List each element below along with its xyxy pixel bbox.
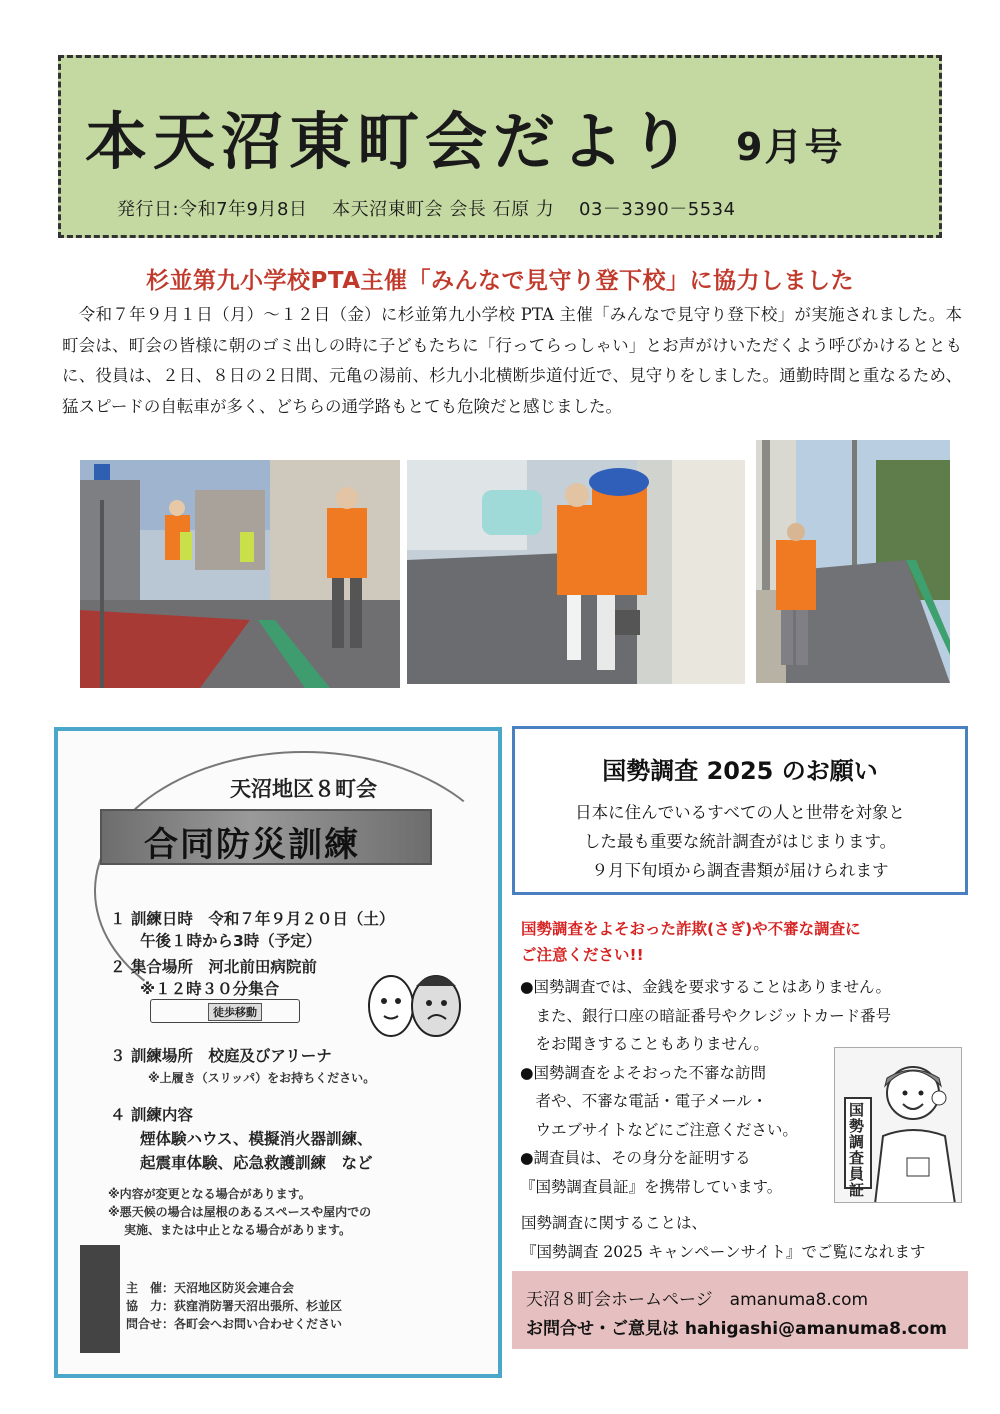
email-line: お問合せ・ご意見は hahigashi@amanuma8.com (526, 1319, 947, 1339)
census-text-2: した最も重要な統計調査がはじまります。 (583, 832, 897, 851)
flyer-title: 合同防災訓練 (144, 825, 360, 865)
flyer-gray-block (80, 1245, 120, 1353)
fraud-warning-1: 国勢調査をよそおった詐欺(さぎ)や不審な調査に (521, 920, 861, 938)
publication-info: 発行日:令和7年9月8日 本天沼東町会 会長 石原 力 03－3390－5534 (117, 199, 736, 220)
fraud-warning (521, 916, 861, 968)
drill-time: 午後１時から3時（予定） (140, 932, 322, 950)
masthead (58, 55, 942, 238)
census-footer-2: 『国勢調査 2025 キャンペーンサイト』でご覧になれます (521, 1243, 926, 1261)
photo-crossing-guards-left (80, 460, 400, 688)
census-notice-box (512, 726, 968, 895)
census-bullet-2-cont: 者や、不審な電話・電子メール・ (520, 1092, 768, 1110)
census-footer-1: 国勢調査に関することは、 (521, 1214, 708, 1232)
flyer-cooperation: 協 力：荻窪消防署天沼出張所、杉並区 (126, 1299, 343, 1313)
article-body: 令和７年９月１日（月）～１２日（金）に杉並第九小学校 PTA 主催「みんなで見守り登下校」が実施されました。本町会は、町会の皆様に朝のゴミ出しの時に子どもたちに「行ってらっしゃい」とお声がけいただくよう呼びかけるとともに、役員は、２日、８日の２日間、元亀の湯前、杉九小北横断歩道付近で、見守りをしました。通勤時間と重なるため、猛スピードの自転車が多く、どちらの通学路もとても危険だと感じました。 (62, 305, 962, 416)
census-bullet-2-cont2: ウエブサイトなどにご注意ください。 (520, 1120, 798, 1139)
drill-content-1: 煙体験ハウス、模擬消火器訓練、 (140, 1130, 373, 1148)
disaster-drill-flyer (54, 727, 502, 1378)
drill-content-heading: ４ 訓練内容 (110, 1106, 193, 1124)
homepage-line: 天沼８町会ホームページ amanuma8.com (526, 1290, 869, 1310)
census-bullet-3: ●調査員は、その身分を証明する (520, 1149, 751, 1167)
census-surveyor-illustration (834, 1047, 962, 1203)
census-bullet-1-cont: また、銀行口座の暗証番号やクレジットカード番号 (520, 1006, 892, 1025)
flyer-note-3: 実施、または中止となる場合があります。 (124, 1223, 352, 1237)
drill-meeting-time: ※１２時３０分集合 (140, 980, 280, 998)
drill-meeting-place: ２ 集合場所 河北前田病院前 (110, 958, 317, 976)
walk-label: 徒歩移動 (208, 1003, 262, 1021)
census-bullet-1-cont2: をお聞きすることもありません。 (520, 1035, 769, 1053)
flyer-subtitle: 天沼地区８町会 (230, 777, 377, 801)
mascot-illustration (356, 961, 476, 1051)
flyer-note-2: ※悪天候の場合は屋根のあるスペースや屋内での (108, 1205, 372, 1219)
article-headline: 杉並第九小学校PTA主催「みんなで見守り登下校」に協力しました (145, 268, 855, 294)
drill-location-note: ※上履き（スリッパ）をお持ちください。 (148, 1071, 376, 1085)
issue-label: 9月号 (736, 125, 845, 169)
surveyor-badge-text: 国勢調査員証 (849, 1101, 865, 1199)
census-bullet-2: ●国勢調査をよそおった不審な訪問 (520, 1063, 767, 1082)
census-text-3: ９月下旬頃から調査書類が届けられます (591, 861, 889, 880)
photo-crossing-guards-center (407, 460, 745, 684)
census-description (515, 798, 965, 885)
drill-location: ３ 訓練場所 校庭及びアリーナ (110, 1047, 332, 1065)
flyer-note-1: ※内容が変更となる場合があります。 (108, 1187, 311, 1201)
newsletter-title: 本天沼東町会だより (85, 105, 698, 178)
census-text-1: 日本に住んでいるすべての人と世帯を対象と (575, 803, 905, 822)
census-footer (521, 1209, 925, 1267)
contact-box (512, 1271, 968, 1349)
photo-crossing-guard-right (756, 440, 950, 683)
drill-date: １ 訓練日時 令和７年９月２０日（土） (110, 910, 395, 928)
census-bullet-1: ●国勢調査では、金銭を要求することはありません。 (520, 978, 891, 996)
census-title: 国勢調査 2025 のお願い (602, 757, 878, 785)
fraud-warning-2: ご注意ください!! (521, 946, 644, 964)
flyer-organizer: 主 催：天沼地区防災会連合会 (126, 1281, 295, 1295)
census-bullet-3-cont: 『国勢調査員証』を携帯しています。 (520, 1177, 783, 1196)
drill-content-2: 起震車体験、応急救護訓練 など (140, 1154, 373, 1172)
flyer-paper (58, 731, 498, 1374)
flyer-inquiry: 問合せ：各町会へお問い合わせください (126, 1317, 343, 1331)
